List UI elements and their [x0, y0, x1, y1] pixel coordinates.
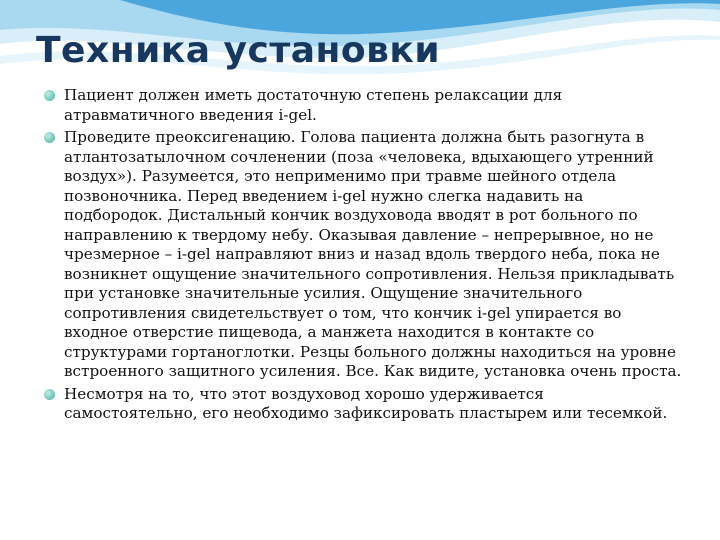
bullet-icon: [44, 389, 55, 400]
bullet-text: Проведите преоксигенацию. Голова пациента должна быть разогнута в атлантозатылочном сочленении (поза «человека, вдыхающего утренний воздух»). Разумеется, это неприменимо при травме шейного отдела позвоночника. Перед введением i-gel нужно слегка надавить на подбородок. Дистальный кончик воздуховода вводят в рот больного по направлению к твердому небу. Оказывая давление – непрерывное, но не чрезмерное – i-gel направляют вниз и назад вдоль твердого неба, пока не возникнет ощущение значительного сопротивления. Нельзя прикладывать при установке значительные усилия. Ощущение значительного сопротивления свидетельствует о том, что кончик i-gel упирается во входное отверстие пищевода, а манжета находится в контакте со структурами гортаноглотки. Резцы больного должны находиться на уровне встроенного защитного усиления. Все. Как видите, установка очень проста.: [64, 128, 682, 380]
bullet-list: [42, 86, 682, 427]
bullet-item-fixation: [42, 385, 682, 424]
bullet-text: Несмотря на то, что этот воздуховод хорошо удерживается самостоятельно, его необходимо зафиксировать пластырем или тесемкой.: [64, 384, 668, 422]
bullet-icon: [44, 90, 55, 101]
bullet-item-preoxygenation: [42, 128, 682, 382]
bullet-icon: [44, 132, 55, 143]
bullet-text: Пациент должен иметь достаточную степень релаксации для атравматичного введения i-gel.: [64, 86, 563, 124]
slide-title: Техника установки: [36, 30, 441, 71]
bullet-item-relaxation: [42, 86, 682, 125]
